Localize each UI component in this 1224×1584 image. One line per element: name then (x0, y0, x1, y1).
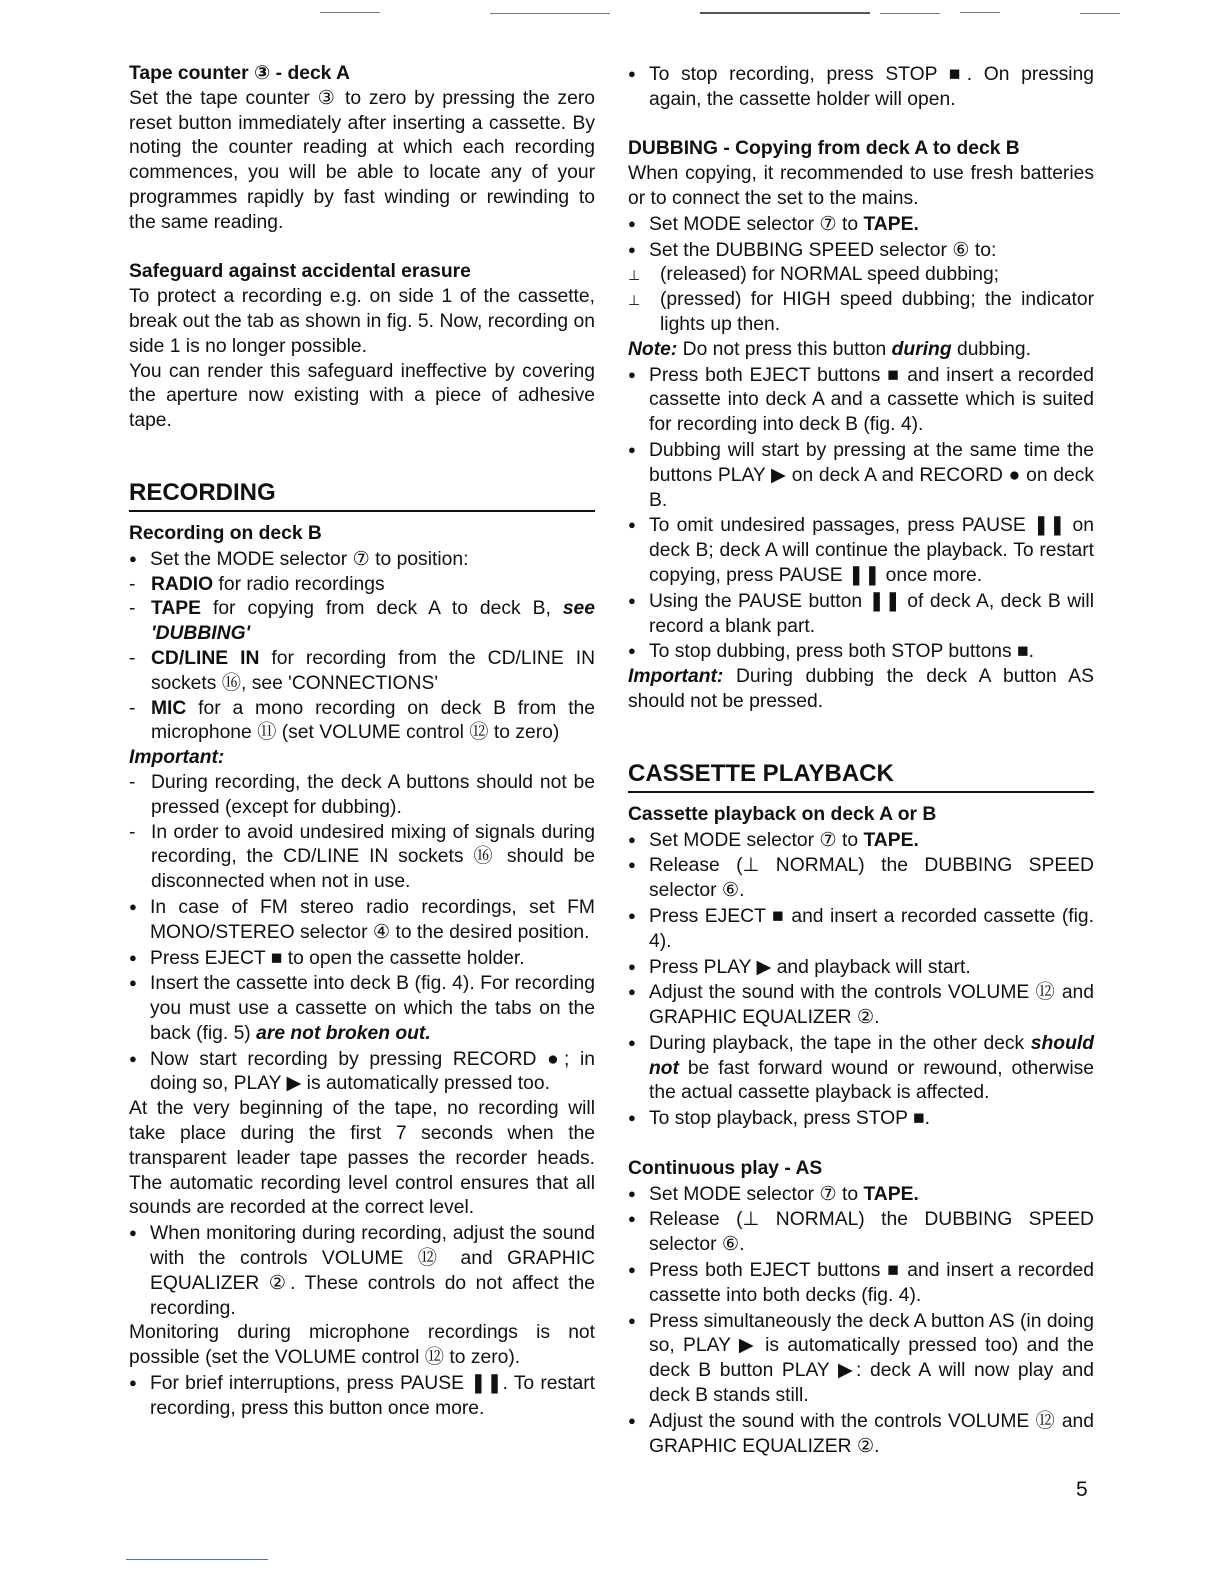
important-item-1: - During recording, the deck A buttons should not be pressed (except for dubbing). (129, 771, 595, 821)
continuous-mode-bullet: ● Set MODE selector ⑦ to TAPE. (628, 1182, 1094, 1208)
playback-eject-bullet: ● Press EJECT ■ and insert a recorded cassette (fig. 4). (628, 904, 1094, 955)
mode-intro: ● Set the MODE selector ⑦ to position: (129, 547, 595, 573)
pressed-switch-icon: ⊥ (628, 292, 641, 309)
playback-heading: Cassette playback on deck A or B (628, 803, 937, 825)
tape-counter-heading: Tape counter ③ - deck A (129, 63, 350, 84)
mode-tape: - TAPE for copying from deck A to deck B, see 'DUBBING' (129, 597, 595, 647)
dubbing-note: Note: Do not press this button during dubbing. (628, 338, 1031, 360)
insert-bullet: ● Insert the cassette into deck B (fig. 4). For recording you must use a cassette on which the tabs on the back (fig. 5) are not broken out. (129, 971, 595, 1046)
continuous-press-bullet: ● Press simultaneously the deck A button AS (in doing so, PLAY ▶ is automatically pressed too) and the deck B button PLAY ▶: deck A will now play and deck B stands still. (628, 1309, 1094, 1409)
dubbing-mode-bullet: ● Set MODE selector ⑦ to TAPE. (628, 212, 1094, 238)
fm-stereo-bullet: ● In case of FM stereo radio recordings, set FM MONO/STEREO selector ④ to the desired position. (129, 895, 595, 946)
playback-stop-bullet: ● To stop playback, press STOP ■. (628, 1106, 1094, 1132)
eject-bullet: ● Press EJECT ■ to open the cassette holder. (129, 946, 595, 972)
scan-noise-top (320, 6, 1120, 18)
speed-released-item: ⊥ (released) for NORMAL speed dubbing; (628, 263, 1094, 288)
leader-tape-paragraph: At the very beginning of the tape, no recording will take place during the first 7 seconds when the transparent leader tape passes the recorder heads. The automatic recording level control ensures that all sounds are recorded at the correct level. (129, 1098, 595, 1219)
playback-adjust-bullet: ● Adjust the sound with the controls VOLUME ⑫ and GRAPHIC EQUALIZER ②. (628, 980, 1094, 1031)
record-bullet: ● Now start recording by pressing RECORD ●; in doing so, PLAY ▶ is automatically pressed too. (129, 1047, 595, 1098)
scan-noise-bottom-rule (126, 1559, 268, 1560)
right-column (628, 62, 1094, 1459)
important-label: Important: (129, 747, 225, 769)
dubbing-important: Important: During dubbing the deck A button AS should not be pressed. (628, 666, 1094, 712)
important-item-2: - In order to avoid undesired mixing of signals during recording, the CD/LINE IN sockets ⑯ should be disconnected when not in use. (129, 821, 595, 895)
safeguard-paragraph-1: To protect a recording e.g. on side 1 of the cassette, break out the tab as shown in fig. 5. Now, recording on side 1 is no longer possible. (129, 286, 595, 357)
continuous-play-heading: Continuous play - AS (628, 1157, 823, 1179)
continuous-eject-bullet: ● Press both EJECT buttons ■ and insert a recorded cassette into both decks (fig. 4). (628, 1258, 1094, 1309)
dubbing-speed-bullet: ● Set the DUBBING SPEED selector ⑥ to: (628, 238, 1094, 264)
safeguard-heading: Safeguard against accidental erasure (129, 261, 471, 283)
page-number: 5 (1076, 1478, 1088, 1501)
safeguard-paragraph-2: You can render this safeguard ineffective by covering the aperture now existing with a piece of adhesive tape. (129, 360, 595, 432)
mode-radio: - RADIO for radio recordings (129, 573, 595, 598)
playback-during-bullet: ● During playback, the tape in the other deck should not be fast forward wound or rewound, otherwise the actual cassette playback is affected. (628, 1031, 1094, 1106)
mode-mic: - MIC for a mono recording on deck B from the microphone ⑪ (set VOLUME control ⑫ to zero) (129, 697, 595, 747)
dubbing-stop-bullet: ● To stop dubbing, press both STOP buttons ■. (628, 639, 1094, 665)
cassette-playback-section-title: CASSETTE PLAYBACK (628, 759, 1094, 793)
released-switch-icon: ⊥ (628, 267, 641, 284)
speed-pressed-item: ⊥ (pressed) for HIGH speed dubbing; the indicator lights up then. (628, 289, 1094, 335)
mode-cd-line-in: - CD/LINE IN for recording from the CD/LINE IN sockets ⑯, see 'CONNECTIONS' (129, 647, 595, 697)
dubbing-omit-bullet: ● To omit undesired passages, press PAUSE ❚❚ on deck B; deck A will continue the playback. To restart copying, press PAUSE ❚❚ once more. (628, 513, 1094, 588)
dubbing-heading: DUBBING - Copying from deck A to deck B (628, 138, 1020, 160)
pause-bullet: ● For brief interruptions, press PAUSE ❚❚. To restart recording, press this button once more. (129, 1371, 595, 1422)
continuous-release-bullet: ● Release (⊥ NORMAL) the DUBBING SPEED selector ⑥. (628, 1207, 1094, 1258)
recording-subheading: Recording on deck B (129, 522, 322, 544)
left-column (129, 62, 595, 1422)
tape-counter-body: Set the tape counter ③ to zero by pressing the zero reset button immediately after inserting a cassette. By noting the counter reading at which each recording commences, you will be able to locate any of your programmes rapidly by fast winding or rewinding to the same reading. (129, 87, 595, 233)
monitor-bullet: ● When monitoring during recording, adjust the sound with the controls VOLUME ⑫ and GRAPHIC EQUALIZER ②. These controls do not affect the recording. (129, 1221, 595, 1321)
playback-play-bullet: ● Press PLAY ▶ and playback will start. (628, 955, 1094, 981)
dubbing-intro: When copying, it recommended to use fresh batteries or to connect the set to the mains. (628, 163, 1094, 209)
continuous-adjust-bullet: ● Adjust the sound with the controls VOLUME ⑫ and GRAPHIC EQUALIZER ②. (628, 1409, 1094, 1460)
recording-section-title: RECORDING (129, 478, 595, 512)
playback-release-bullet: ● Release (⊥ NORMAL) the DUBBING SPEED selector ⑥. (628, 853, 1094, 904)
mic-monitor-paragraph: Monitoring during microphone recordings is not possible (set the VOLUME control ⑫ to zero). (129, 1322, 595, 1369)
dubbing-eject-bullet: ● Press both EJECT buttons ■ and insert a recorded cassette into deck A and a cassette which is suited for recording into deck B (fig. 4). (628, 363, 1094, 438)
playback-mode-bullet: ● Set MODE selector ⑦ to TAPE. (628, 828, 1094, 854)
dubbing-pause-a-bullet: ● Using the PAUSE button ❚❚ of deck A, deck B will record a blank part. (628, 589, 1094, 640)
dubbing-start-bullet: ● Dubbing will start by pressing at the same time the buttons PLAY ▶ on deck A and RECORD ● on deck B. (628, 438, 1094, 513)
stop-recording-bullet: ● To stop recording, press STOP ■. On pressing again, the cassette holder will open. (628, 62, 1094, 113)
